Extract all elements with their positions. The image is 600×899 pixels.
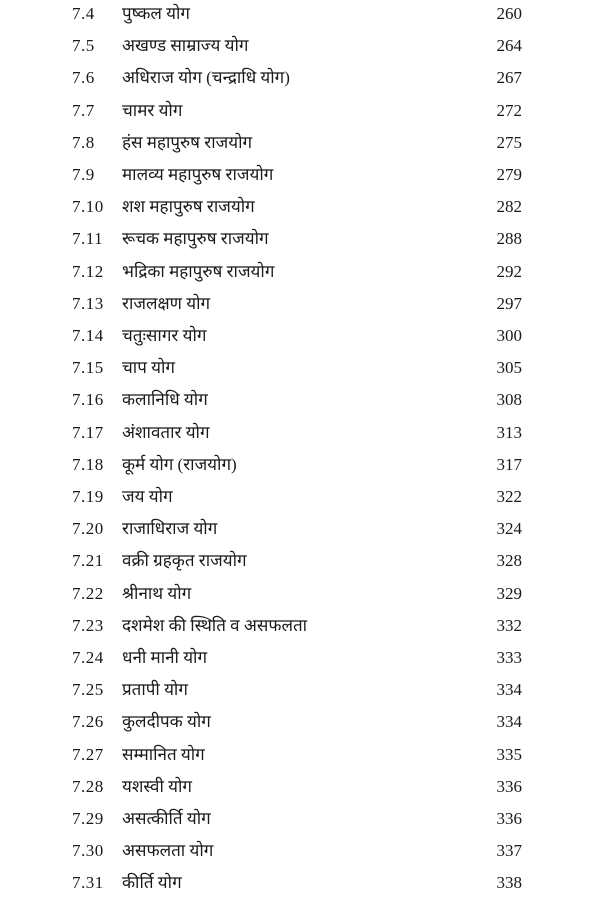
section-title: दशमेश की स्थिति व असफलता xyxy=(122,615,308,635)
toc-entry xyxy=(0,642,600,674)
section-title: कुलदीपक योग xyxy=(122,712,211,732)
section-number: 7.28 xyxy=(72,776,104,796)
section-number: 7.26 xyxy=(72,712,104,732)
section-title: शश महापुरुष राजयोग xyxy=(122,197,255,217)
section-title: हंस महापुरुष राजयोग xyxy=(122,132,253,152)
page-number: 328 xyxy=(496,551,522,571)
toc-entry xyxy=(0,384,600,416)
section-title: चतुःसागर योग xyxy=(122,326,207,345)
section-title: मालव्य महापुरुष राजयोग xyxy=(122,165,274,184)
section-number: 7.16 xyxy=(72,390,104,410)
toc-entry xyxy=(0,288,600,320)
page-number: 337 xyxy=(496,841,522,861)
section-number: 7.31 xyxy=(72,873,104,893)
toc-entry xyxy=(0,803,600,835)
toc-entry xyxy=(0,867,600,899)
toc-entry xyxy=(0,578,600,610)
section-number: 7.21 xyxy=(72,551,104,571)
page-number: 264 xyxy=(496,36,522,56)
section-number: 7.19 xyxy=(72,487,104,506)
section-number: 7.27 xyxy=(72,744,104,764)
section-number: 7.23 xyxy=(72,615,104,635)
section-title: यशस्वी योग xyxy=(122,776,192,796)
page-number: 305 xyxy=(496,358,522,378)
section-number: 7.9 xyxy=(72,165,95,184)
section-title: कलानिधि योग xyxy=(122,390,208,410)
section-number: 7.7 xyxy=(72,100,95,120)
toc-entry xyxy=(0,739,600,771)
section-title: सम्मानित योग xyxy=(122,744,205,764)
page-number: 297 xyxy=(496,293,522,313)
section-title: कूर्म योग (राजयोग) xyxy=(122,454,237,474)
section-title: प्रतापी योग xyxy=(122,680,188,700)
toc-entry xyxy=(0,30,600,62)
toc-entry xyxy=(0,449,600,481)
page-number: 324 xyxy=(496,519,522,539)
section-number: 7.6 xyxy=(72,68,95,88)
page-number: 335 xyxy=(496,744,522,764)
toc-entry xyxy=(0,545,600,577)
section-number: 7.18 xyxy=(72,454,104,474)
toc-entry xyxy=(0,481,600,513)
section-title: रूचक महापुरुष राजयोग xyxy=(122,229,269,249)
section-number: 7.15 xyxy=(72,358,104,378)
toc-entry xyxy=(0,320,600,352)
section-title: जय योग xyxy=(122,487,173,506)
toc-entry xyxy=(0,352,600,384)
toc-entry xyxy=(0,706,600,738)
toc-entry xyxy=(0,513,600,545)
toc-entry xyxy=(0,256,600,288)
section-number: 7.12 xyxy=(72,261,104,281)
section-title: भद्रिका महापुरुष राजयोग xyxy=(122,261,275,281)
section-title: कीर्ति योग xyxy=(122,873,182,893)
page-number: 300 xyxy=(496,326,522,345)
section-number: 7.25 xyxy=(72,680,104,700)
section-title: धनी मानी योग xyxy=(122,648,208,667)
page-number: 308 xyxy=(496,390,522,410)
page-number: 336 xyxy=(496,776,522,796)
section-title: पुष्कल योग xyxy=(122,4,190,23)
toc-entry xyxy=(0,95,600,127)
section-number: 7.17 xyxy=(72,422,104,442)
section-title: अंशावतार योग xyxy=(122,422,210,442)
page-number: 260 xyxy=(496,4,522,23)
section-title: चाप योग xyxy=(122,358,175,378)
page-number: 336 xyxy=(496,809,522,828)
page-number: 329 xyxy=(496,583,522,603)
page-number: 288 xyxy=(496,229,522,249)
section-number: 7.14 xyxy=(72,326,104,345)
section-number: 7.20 xyxy=(72,519,104,539)
section-title: श्रीनाथ योग xyxy=(122,583,192,603)
toc-entry xyxy=(0,0,600,30)
page-number: 279 xyxy=(496,165,522,184)
toc-entry xyxy=(0,835,600,867)
section-number: 7.5 xyxy=(72,36,95,56)
page-number: 282 xyxy=(496,197,522,217)
section-number: 7.4 xyxy=(72,4,95,23)
toc-entry xyxy=(0,62,600,94)
toc-entry xyxy=(0,771,600,803)
section-title: असत्कीर्ति योग xyxy=(122,809,211,828)
page-number: 275 xyxy=(496,132,522,152)
page-number: 322 xyxy=(496,487,522,506)
toc-entry xyxy=(0,191,600,223)
page-number: 338 xyxy=(496,873,522,893)
toc-entry xyxy=(0,417,600,449)
section-title: अधिराज योग (चन्द्राधि योग) xyxy=(122,68,290,88)
section-number: 7.24 xyxy=(72,648,104,667)
page-number: 317 xyxy=(496,454,522,474)
toc-entry xyxy=(0,159,600,191)
toc-entry xyxy=(0,127,600,159)
section-title: राजलक्षण योग xyxy=(122,293,211,313)
toc-entry xyxy=(0,674,600,706)
section-title: वक्री ग्रहकृत राजयोग xyxy=(122,551,247,571)
page-number: 334 xyxy=(496,712,522,732)
page-number: 333 xyxy=(496,648,522,667)
toc-entry xyxy=(0,223,600,255)
section-number: 7.8 xyxy=(72,132,95,152)
page-number: 334 xyxy=(496,680,522,700)
section-number: 7.10 xyxy=(72,197,104,217)
section-number: 7.13 xyxy=(72,293,104,313)
section-title: अखण्ड साम्राज्य योग xyxy=(122,36,249,56)
section-title: असफलता योग xyxy=(122,841,214,861)
toc-entry xyxy=(0,610,600,642)
section-number: 7.30 xyxy=(72,841,104,861)
section-number: 7.22 xyxy=(72,583,104,603)
page-number: 272 xyxy=(496,100,522,120)
page-number: 313 xyxy=(496,422,522,442)
page-number: 292 xyxy=(496,261,522,281)
section-number: 7.29 xyxy=(72,809,104,828)
section-title: चामर योग xyxy=(122,100,183,120)
section-number: 7.11 xyxy=(72,229,104,249)
page-number: 267 xyxy=(496,68,522,88)
section-title: राजाधिराज योग xyxy=(122,519,218,539)
page-number: 332 xyxy=(496,615,522,635)
